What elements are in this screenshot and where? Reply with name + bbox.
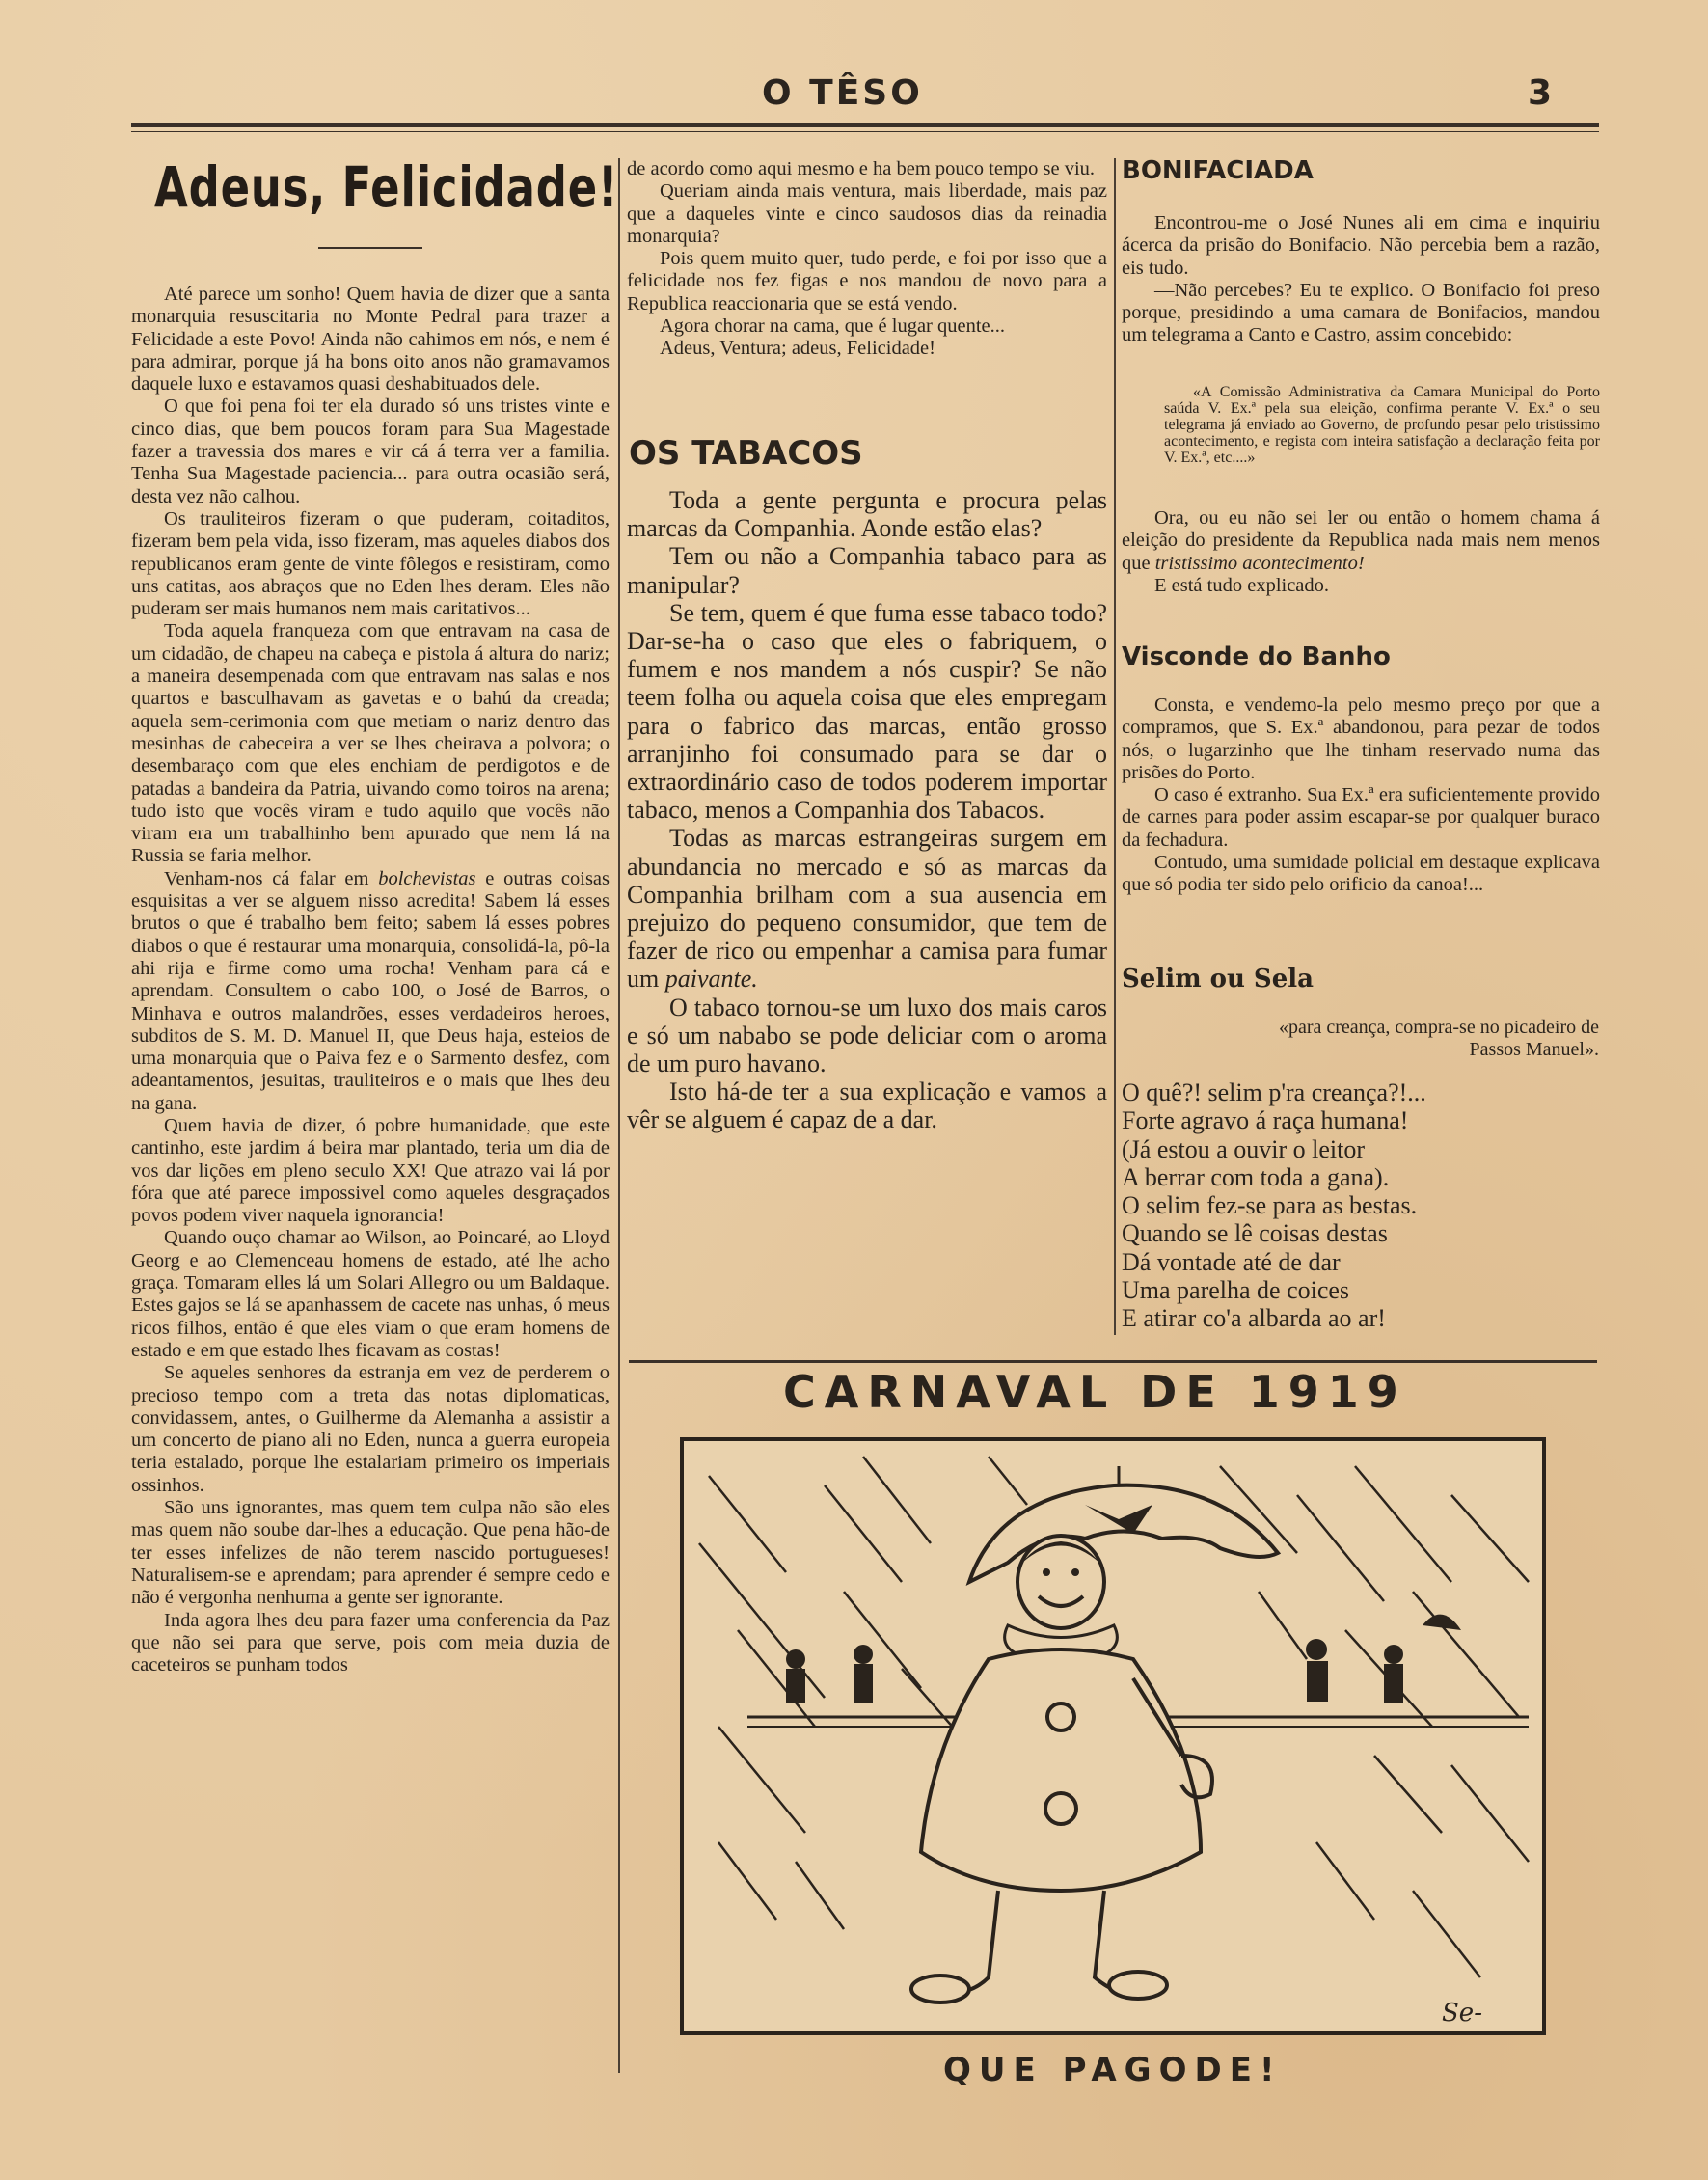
article-adeus-felicidade-continuation xyxy=(627,158,1107,361)
paragraph: Encontrou-me o José Nunes ali em cima e inquiriu ácerca da prisão do Bonifacio. Não percebia bem a razão, eis tudo. xyxy=(1122,212,1600,279)
column-divider-1 xyxy=(618,158,620,2073)
paragraph: Consta, e vendemo-la pelo mesmo preço por que a compramos, que S. Ex.ª abandonou, para pezar de todos nós, o lugarzinho que lhe tinham reservado numa das prisões do Porto. xyxy=(1122,695,1600,783)
italic-run: bolchevistas xyxy=(378,867,476,889)
column-divider-2 xyxy=(1114,158,1116,1335)
article-bonifaciada-body xyxy=(1122,212,1600,347)
article-bonifaciada-conclusion xyxy=(1122,507,1600,597)
poem xyxy=(1122,1078,1600,1333)
article-title-visconde-do-banho: Visconde do Banho xyxy=(1122,642,1391,671)
paragraph: Tem ou não a Companhia tabaco para as manipular? xyxy=(627,542,1107,599)
quote-text: «A Comissão Administrativa da Camara Municipal do Porto saúda V. Ex.ª pela sua eleição, confirma perante V. Ex.ª o seu telegrama já enviado ao Governo, de profundo pesar pelo tristissimo acontecimento, e regista com inteira satisfação a declaração feita por V. Ex.ª, etc....» xyxy=(1164,384,1600,466)
poem-line: Quando se lê coisas destas xyxy=(1122,1219,1388,1248)
paragraph: —Não percebes? Eu te explico. O Bonifacio foi preso porque, presidindo a uma camara de Bonifacios, mandou um telegrama a Canto e Castro, assim concebido: xyxy=(1122,279,1600,346)
paragraph: Contudo, uma sumidade policial em destaque explicava que só podia ter sido pelo orificio da canoa!... xyxy=(1122,852,1600,896)
paragraph: Pois quem muito quer, tudo perde, e foi por isso que a felicidade nos fez figas e nos mandou de novo para a Republica reaccionaria que se está vendo. xyxy=(627,248,1107,314)
title-underline xyxy=(318,247,422,249)
paragraph: Queriam ainda mais ventura, mais liberdade, mais paz que a daqueles vinte e cinco saudosos dias da reinadia monarquia? xyxy=(627,180,1107,247)
poem-line: Uma parelha de coices xyxy=(1122,1276,1350,1305)
italic-run: tristissimo acontecimento! xyxy=(1154,552,1365,574)
paragraph xyxy=(627,824,1107,993)
paragraph: Agora chorar na cama, que é lugar quente... xyxy=(660,315,1006,338)
paragraph: O caso é extranho. Sua Ex.ª era suficientemente provido de carnes para poder assim escapar-se por qualquer buraco da fechadura. xyxy=(1122,784,1600,851)
paragraph: E está tudo explicado. xyxy=(1154,574,1330,596)
article-title-selim-ou-sela: Selim ou Sela xyxy=(1122,965,1314,994)
poem-epigraph: «para creança, compra-se no picadeiro de Passos Manuel». xyxy=(1278,1017,1599,1060)
carnaval-title: CARNAVAL DE 1919 xyxy=(783,1366,1407,1418)
poem-line: E atirar co'a albarda ao ar! xyxy=(1122,1304,1386,1333)
poem-line: Dá vontade até de dar xyxy=(1122,1247,1341,1276)
paragraph: Se aqueles senhores da estranja em vez de perderem o precioso tempo com a treta das notas diplomaticas, convidassem, antes, o Guilherme da Alemanha a assistir a um concerto de piano ali no Eden, nunca a guerra europeia teria estalado, porque lhe estalariam primeiro os imperiais ossinhos. xyxy=(131,1362,610,1496)
paragraph: de acordo como aqui mesmo e ha bem pouco tempo se viu. xyxy=(627,158,1096,179)
paragraph: Adeus, Ventura; adeus, Felicidade! xyxy=(660,338,935,360)
header-rule-thin xyxy=(131,131,1599,132)
paragraph: O tabaco tornou-se um luxo dos mais caros e só um nababo se pode deliciar com o aroma de um puro havano. xyxy=(627,993,1107,1078)
paragraph: Toda aquela franqueza com que entravam na casa de um cidadão, de chapeu na cabeça e pistola á altura do nariz; a maneira desempenada com que entravam nas salas e nos quartos e basculhavam as gavetas e o bahú da creada; aquela sem-cerimonia com que metiam o nariz dentro das mesinhas de cabeceira a ver se lhes cheirava a polvora; o desembaraço com que eles enchiam de perdigotos e de patadas a bandeira da Patria, uivando como toiros na arena; tudo isto que vocês viram e tudo aquilo que vocês não viram era um trabalhinho bem apurado que nem lá na Russia se faria melhor. xyxy=(131,620,610,867)
paragraph: São uns ignorantes, mas quem tem culpa não são eles mas quem não soube dar-lhes a educação. Que pena hão-de ter esses infelizes de não terem nascido portugueses! Naturalisem-se e aprendam; para aprender é sempre cedo e não é vergonha nenhuma a gente ser ignorante. xyxy=(131,1497,610,1609)
poem-line: A berrar com toda a gana). xyxy=(1122,1162,1390,1191)
telegram-quote xyxy=(1164,384,1600,466)
paragraph: Se tem, quem é que fuma esse tabaco todo? Dar-se-ha o caso que eles o fabriquem, o fumem e nos mandem a nós cuspir? Se não teem folha ou aquela coisa que eles empregam para o fabrico das marcas, então grosso arranjinho foi consumado para se dar o extraordinário caso de todos poderem importar tabaco, menos a Companhia dos Tabacos. xyxy=(627,598,1107,825)
paragraph: Isto há-de ter a sua explicação e vamos a vêr se alguem é capaz de a dar. xyxy=(627,1077,1107,1134)
text-run: e outras coisas esquisitas a ver se alguem nisso acredita! Sabem lá esses brutos o que é trabalho bem feito; sabem lá esses pobres diabos o que é restaurar uma monarquia, consolidá-la, pô-la ahi rija e firme como uma rocha! Venham para cá e aprendam. Consultem o cabo 100, o José de Barros, o Minhava e outros malandrões, esses verdadeiros heroes, subditos de S. M. D. Manuel II, que Deus haja, esteios de uma monarquia que o Paiva fez e o Sarmento desfez, com adeantamentos, jesuitas, trauliteiros e o mais que lhes deu na gana. xyxy=(131,867,610,1114)
paragraph: Os trauliteiros fizeram o que puderam, coitaditos, fizeram bem pela vida, isso fizeram, mas aqueles diabos dos republicanos eram gente de vinte fôlegos e resistiram, como uns catitas, aos abraços que no Eden lhes deram. Eles não puderam ser mais humanos nem mais caritativos... xyxy=(131,507,610,620)
paragraph: Até parece um sonho! Quem havia de dizer que a santa monarquia resuscitaria no Monte Pedral para trazer a Felicidade a este Povo! Ainda não cahimos em nós, e nem é para admirar, porque já ha bons oito anos não gramavamos daquele luxo e estavamos quasi deshabituados dele. xyxy=(131,284,610,395)
page-number: 3 xyxy=(1528,73,1553,113)
text-run: Todas as marcas estrangeiras surgem em abundancia no mercado e só as marcas da Companhia brilham com a sua ausencia em prejuizo do pequeno consumidor, que tem de fazer de rico ou empenhar a camisa para fumar um xyxy=(627,824,1107,994)
poem-line: O selim fez-se para as bestas. xyxy=(1122,1191,1418,1220)
paragraph: Quem havia de dizer, ó pobre humanidade, que este cantinho, este jardim á beira mar plantado, teria um dia de vos dar lições em pleno seculo XX! Que atrazo vai lá por fóra que até parece impossivel como aqueles desgraçados povos podem viver naquela ignorancia! xyxy=(131,1114,610,1227)
article-tabacos-body xyxy=(627,486,1107,1134)
article-visconde-body xyxy=(1122,695,1600,897)
poem-line: Forte agravo á raça humana! xyxy=(1122,1106,1409,1135)
poem-line: (Já estou a ouvir o leitor xyxy=(1122,1134,1365,1163)
paragraph: Quando ouço chamar ao Wilson, ao Poincaré, ao Lloyd Georg e ao Clemenceau homens de estado, até lhe acho graça. Tomaram elles lá um Solari Allegro ou um Baldaque. Estes gajos se lá se apanhassem de cacete nas unhas, ó meus ricos filhos, então é que eles viam o que eram homens de estado e em que estado lhes ficavam as costas! xyxy=(131,1227,610,1361)
header-rule xyxy=(131,123,1599,127)
cartoon-caption: QUE PAGODE! xyxy=(943,2051,1283,2089)
article-title-tabacos: OS TABACOS xyxy=(629,434,863,473)
paragraph xyxy=(1122,507,1600,575)
paragraph: Inda agora lhes deu para fazer uma conferencia da Paz que não sei para que serve, pois com meia duzia de caceteiros se punham todos xyxy=(131,1609,610,1676)
poem-line: O quê?! selim p'ra creança?!... xyxy=(1122,1078,1426,1106)
artist-signature: Se- xyxy=(1442,1999,1482,2028)
text-run: Ora, ou eu não sei ler ou então o homem chama á eleição do presidente da Republica nada mais nem menos que xyxy=(1122,507,1600,574)
carnaval-cartoon-illustration xyxy=(680,1437,1546,2035)
newspaper-title: O TÊSO xyxy=(762,73,923,113)
paragraph: Toda a gente pergunta e procura pelas marcas da Companhia. Aonde estão elas? xyxy=(627,486,1107,543)
text-run: Venham-nos cá falar em xyxy=(164,867,369,889)
article-adeus-felicidade-body xyxy=(131,284,610,1676)
paragraph: O que foi pena foi ter ela durado só uns tristes vinte e cinco dias, que bem poucos foram para Sua Magestade fazer a travessia dos mares e vir cá á terra ver a familia. Tenha Sua Magestade paciencia... para outra ocasião será, desta vez não calhou. xyxy=(131,395,610,507)
carnaval-rule xyxy=(629,1360,1597,1363)
paragraph xyxy=(131,868,610,1115)
article-title-bonifaciada: BONIFACIADA xyxy=(1122,156,1314,185)
italic-run: paivante. xyxy=(664,965,758,994)
article-title-adeus-felicidade: Adeus, Felicidade! xyxy=(154,154,619,220)
